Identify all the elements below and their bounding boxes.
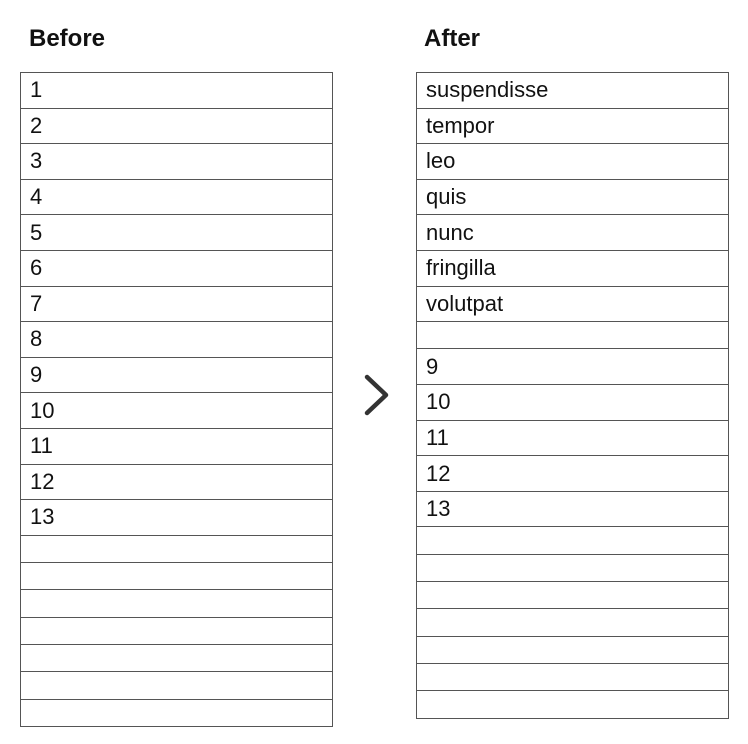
after-row: 12 [417,456,728,492]
before-row: 8 [21,322,332,358]
before-row [21,672,332,699]
after-row [417,691,728,718]
after-row: 10 [417,385,728,421]
before-row [21,590,332,617]
before-row: 13 [21,500,332,536]
before-row [21,618,332,645]
after-row [417,555,728,582]
before-row: 4 [21,180,332,216]
before-table [20,72,333,727]
after-row: suspendisse [417,73,728,109]
before-row: 5 [21,215,332,251]
after-row: 9 [417,349,728,385]
before-row: 12 [21,465,332,501]
before-row: 11 [21,429,332,465]
after-row [417,637,728,664]
before-row: 1 [21,73,332,109]
before-row [21,536,332,563]
after-row [417,664,728,691]
after-row [417,609,728,636]
after-row: 11 [417,421,728,457]
after-table [416,72,729,719]
before-row: 7 [21,287,332,323]
after-row: leo [417,144,728,180]
before-row: 6 [21,251,332,287]
before-row: 10 [21,393,332,429]
after-row: 13 [417,492,728,528]
before-row: 2 [21,109,332,145]
before-row [21,645,332,672]
after-row [417,527,728,554]
before-row [21,700,332,727]
before-row: 9 [21,358,332,394]
after-row [417,582,728,609]
after-row: fringilla [417,251,728,287]
after-row: nunc [417,215,728,251]
before-heading: Before [29,25,106,52]
after-row: tempor [417,109,728,145]
after-heading: After [424,25,481,52]
chevron-right-icon [360,372,392,418]
after-row: volutpat [417,287,728,323]
before-row: 3 [21,144,332,180]
after-row: quis [417,180,728,216]
after-row [417,322,728,349]
before-row [21,563,332,590]
